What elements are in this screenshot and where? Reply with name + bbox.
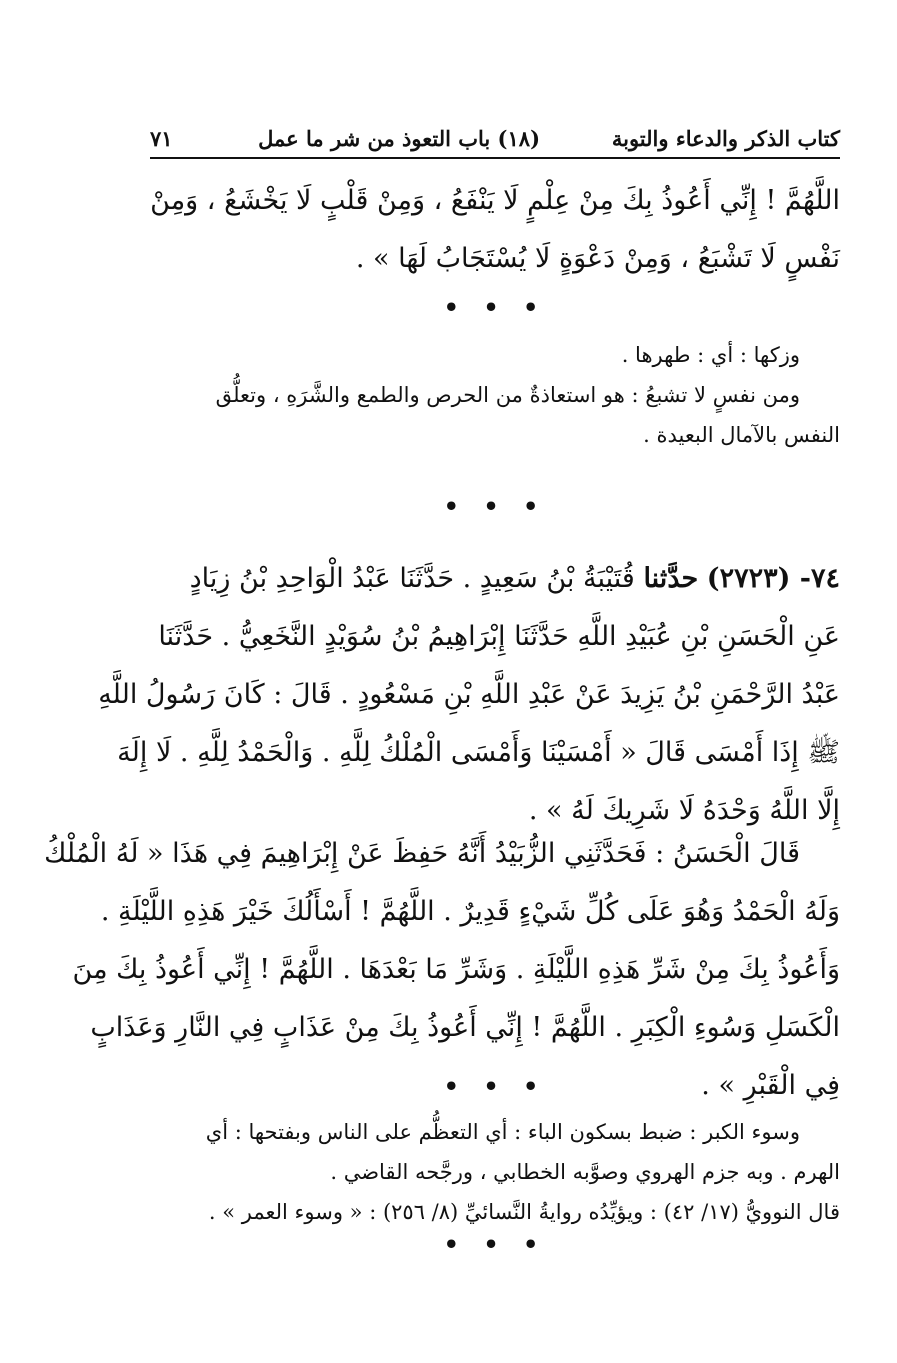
book-title: كتاب الذكر والدعاء والتوبة <box>611 126 840 151</box>
text-line: ﷺ إِذَا أَمْسَى قَالَ « أَمْسَيْنَا وَأَمْسَى الْمُلْكُ لِلَّهِ . وَالْحَمْدُ لِلَّهِ . لَا إِلَهَ <box>117 737 840 768</box>
text-line: عَبْدُ الرَّحْمَنِ بْنُ يَزِيدَ عَنْ عَبْدِ اللَّهِ بْنِ مَسْعُودٍ . قَالَ : كَانَ رَسُولُ اللَّهِ <box>98 679 840 710</box>
chapter-title: (١٨) باب التعوذ من شر ما عمل <box>258 126 540 151</box>
note-line: وزكها : أي : طهرها . <box>621 343 800 367</box>
hadith-first-line <box>150 550 840 608</box>
section-separator: • • • <box>443 1230 547 1259</box>
header-rule <box>150 157 840 159</box>
text-line: فِي الْقَبْرِ » . <box>701 1070 840 1101</box>
hadith-2723 <box>98 550 840 840</box>
section-separator: • • • <box>443 1072 547 1101</box>
page-number: ٧١ <box>150 126 173 151</box>
notes-1 <box>150 335 840 455</box>
note-line: الهرم . وبه جزم الهروي وصوَّبه الخطابي ، ورجَّحه القاضي . <box>330 1160 840 1184</box>
hadith-top-text <box>150 172 840 288</box>
section-separator: • • • <box>443 293 547 322</box>
text-line: وَأَعُوذُ بِكَ مِنْ شَرِّ هَذِهِ اللَّيْلَةِ . وَشَرِّ مَا بَعْدَهَا . اللَّهُمَّ ! إِنِّي أَعُوذُ بِكَ مِنَ <box>72 954 840 985</box>
text-line: نَفْسٍ لَا تَشْبَعُ ، وَمِنْ دَعْوَةٍ لَا يُسْتَجَابُ لَهَا » . <box>355 243 840 274</box>
section-separator: • • • <box>443 492 547 521</box>
running-header <box>150 118 840 158</box>
text-line: إِلَّا اللَّهُ وَحْدَهُ لَا شَرِيكَ لَهُ » . <box>528 795 840 826</box>
hadith-lead: حدَّثنا <box>643 563 699 594</box>
text-line: قَالَ الْحَسَنُ : فَحَدَّثَنِي الزُّبَيْدُ أَنَّهُ حَفِظَ عَنْ إِبْرَاهِيمَ فِي هَذَا « لَهُ الْمُلْكُ <box>44 838 800 869</box>
note-line: قال النوويُّ (١٧/ ٤٢) : ويؤيِّدُه روايةُ النَّسائيِّ (٨/ ٢٥٦) : « وسوء العمر » . <box>208 1200 840 1224</box>
text-line: الْكَسَلِ وَسُوءِ الْكِبَرِ . اللَّهُمَّ ! إِنِّي أَعُوذُ بِكَ مِنْ عَذَابٍ فِي النَّارِ وَعَذَابٍ <box>90 1012 840 1043</box>
note-line: ومن نفسٍ لا تشبعُ : هو استعاذةٌ من الحرص والطمع والشَّرَهِ ، وتعلُّق <box>215 383 800 407</box>
note-line: وسوء الكبر : ضبط بسكون الباء : أي التعظُّم على الناس وبفتحها : أي <box>205 1120 800 1144</box>
note-line: النفس بالآمال البعيدة . <box>643 423 840 447</box>
text-line: اللَّهُمَّ ! إِنِّي أَعُوذُ بِكَ مِنْ عِلْمٍ لَا يَنْفَعُ ، وَمِنْ قَلْبٍ لَا يَخْشَعُ ، وَمِنْ <box>150 185 840 216</box>
text-line: وَلَهُ الْحَمْدُ وَهُوَ عَلَى كُلِّ شَيْءٍ قَدِيرٌ . اللَّهُمَّ ! أَسْأَلُكَ خَيْرَ هَذِهِ اللَّيْلَةِ . <box>100 896 840 927</box>
text-line: قُتَيْبَةُ بْنُ سَعِيدٍ . حَدَّثَنَا عَبْدُ الْوَاحِدِ بْنُ زِيَادٍ <box>189 563 635 594</box>
hadith-number: ٧٤- (٢٧٢٣) <box>706 563 840 594</box>
notes-2 <box>150 1112 840 1232</box>
text-line: عَنِ الْحَسَنِ بْنِ عُبَيْدِ اللَّهِ حَدَّثَنَا إِبْرَاهِيمُ بْنُ سُوَيْدٍ النَّخَعِيُّ . حَدَّثَنَا <box>158 621 840 652</box>
